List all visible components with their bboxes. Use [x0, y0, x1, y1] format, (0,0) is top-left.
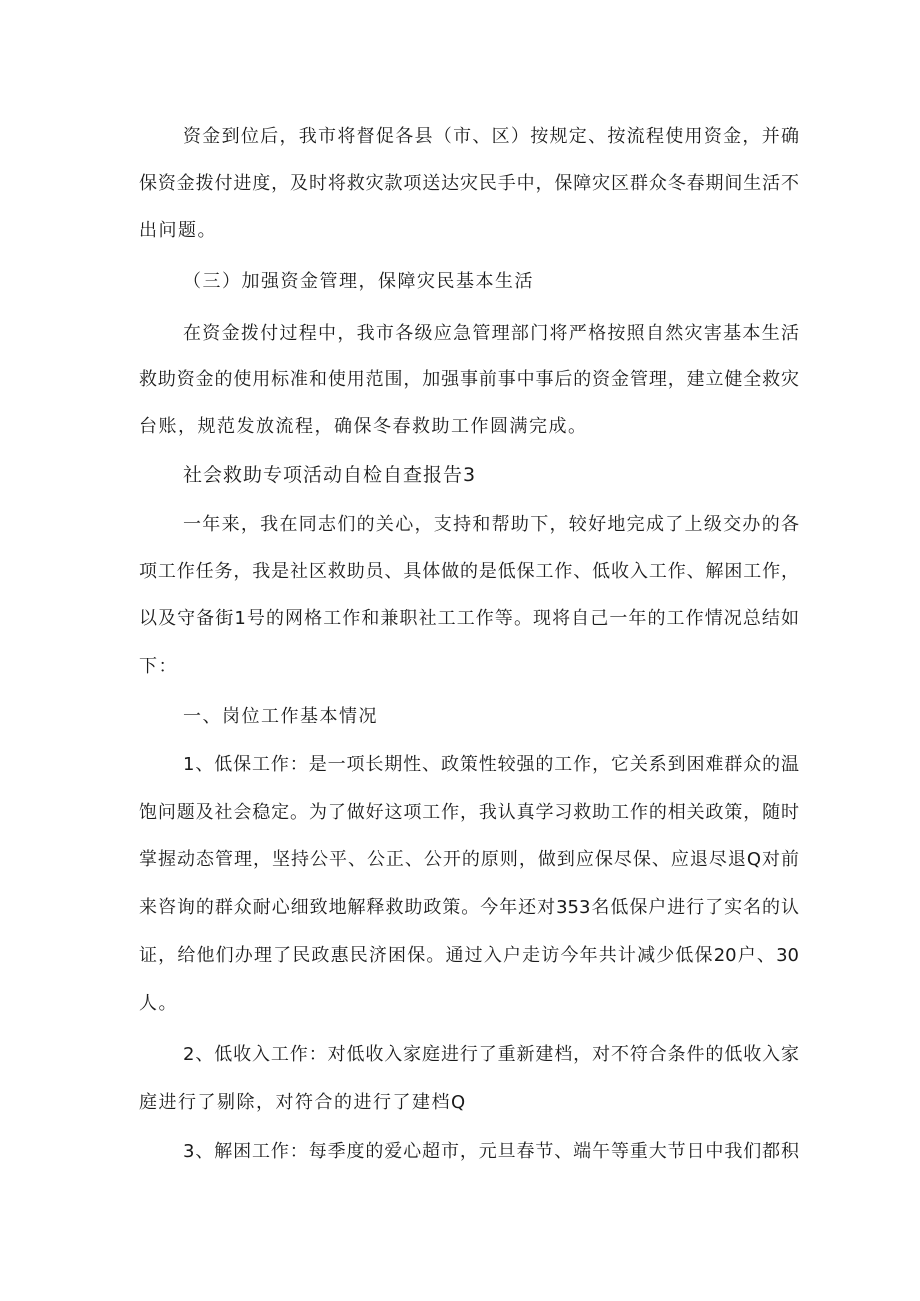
- paragraph-line: 出问题。: [139, 220, 217, 241]
- paragraph-line: 台账，规范发放流程，确保冬春救助工作圆满完成。: [139, 416, 588, 437]
- section-subheading: （三）加强资金管理，保障灾民基本生活: [183, 271, 534, 292]
- paragraph-line: 在资金拨付过程中，我市各级应急管理部门将严格按照自然灾害基本生活: [183, 323, 799, 344]
- paragraph-line: 2、低收入工作：对低收入家庭进行了重新建档，对不符合条件的低收入家: [183, 1044, 799, 1065]
- section-heading: 一、岗位工作基本情况: [183, 706, 378, 727]
- paragraph-line: 3、解困工作：每季度的爱心超市，元旦春节、端午等重大节日中我们都积: [183, 1141, 799, 1162]
- paragraph-line: 1、低保工作：是一项长期性、政策性较强的工作，它关系到困难群众的温: [183, 754, 799, 775]
- paragraph-line: 人。: [139, 993, 178, 1014]
- paragraph-line: 保资金拨付进度，及时将救灾款项送达灾民手中，保障灾区群众冬春期间生活不: [139, 173, 799, 194]
- report-title: 社会救助专项活动自检自查报告3: [183, 464, 477, 486]
- paragraph-line: 来咨询的群众耐心细致地解释救助政策。今年还对353名低保户进行了实名的认: [139, 897, 799, 918]
- paragraph-line: 以及守备街1号的网格工作和兼职社工工作等。现将自己一年的工作情况总结如: [139, 608, 799, 629]
- paragraph-line: 一年来，我在同志们的关心，支持和帮助下，较好地完成了上级交办的各: [183, 514, 799, 535]
- paragraph-line: 项工作任务，我是社区救助员、具体做的是低保工作、低收入工作、解困工作，: [139, 561, 799, 582]
- paragraph-line: 掌握动态管理，坚持公平、公正、公开的原则，做到应保尽保、应退尽退Q对前: [139, 849, 799, 870]
- paragraph-line: 庭进行了剔除，对符合的进行了建档Q: [139, 1092, 467, 1113]
- paragraph-line: 证，给他们办理了民政惠民济困保。通过入户走访今年共计减少低保20户、30: [139, 945, 799, 966]
- paragraph-line: 饱问题及社会稳定。为了做好这项工作，我认真学习救助工作的相关政策，随时: [139, 802, 799, 823]
- paragraph-line: 救助资金的使用标准和使用范围，加强事前事中事后的资金管理，建立健全救灾: [139, 369, 799, 390]
- paragraph-line: 资金到位后，我市将督促各县（市、区）按规定、按流程使用资金，并确: [183, 126, 799, 147]
- paragraph-line: 下：: [139, 656, 178, 677]
